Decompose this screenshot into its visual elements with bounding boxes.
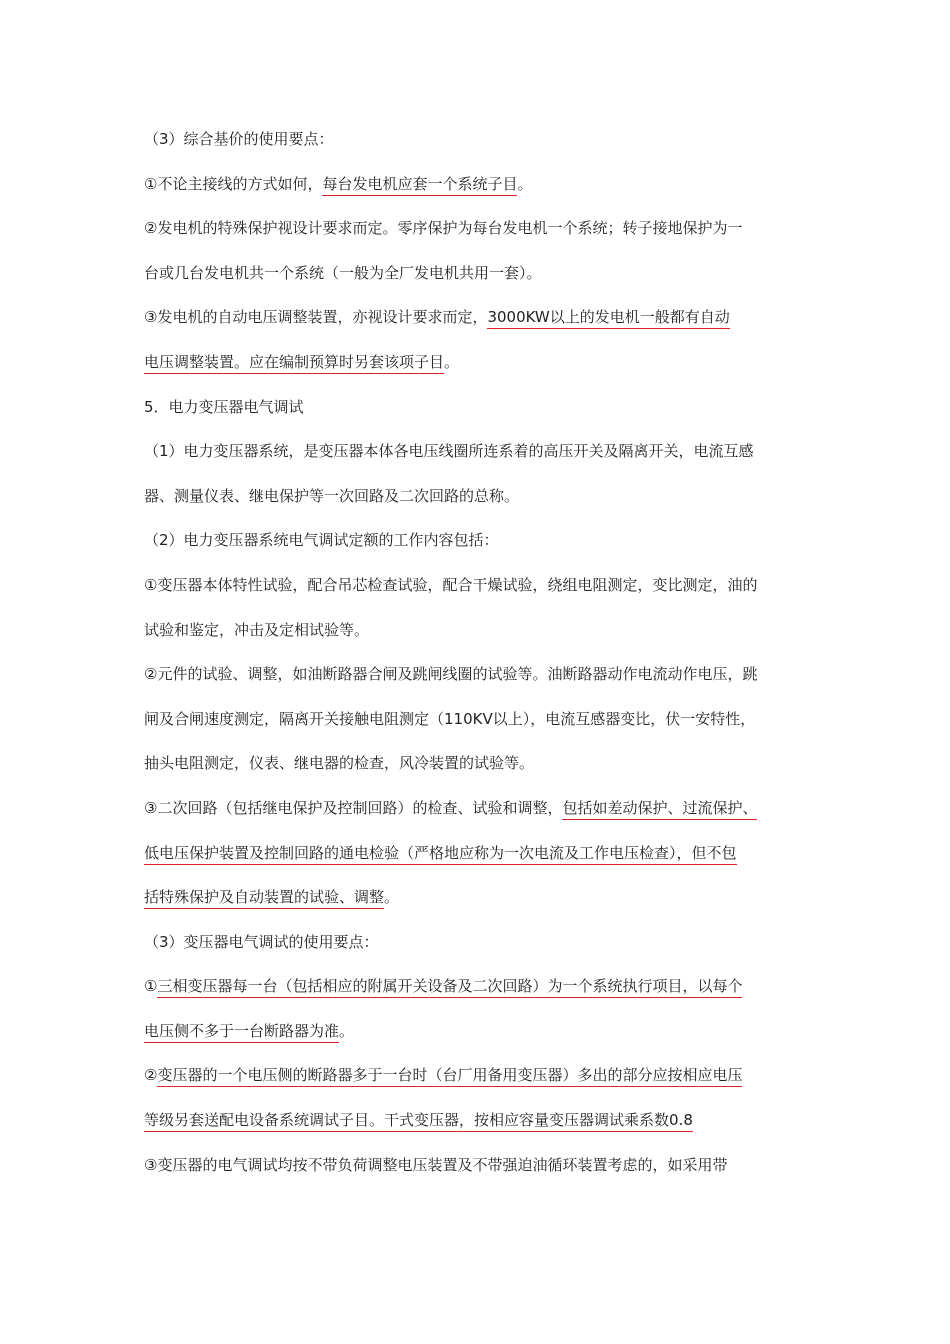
line-text: （3）综合基价的使用要点：	[144, 130, 334, 148]
text-line	[144, 831, 808, 876]
line-text: 闸及合闸速度测定，隔离开关接触电阻测定（110KV以上），电流互感器变比，伏一安特性，	[144, 709, 756, 728]
line-text: ②元件的试验、调整，如油断路器合闸及跳闸线圈的试验等。油断路器动作电流动作电压，跳	[144, 665, 758, 684]
text-line	[144, 786, 808, 831]
text-line	[144, 340, 808, 385]
text-line	[144, 1098, 808, 1143]
underlined-text: 3000KW以上的发电机一般都有自动	[487, 306, 729, 329]
text-line	[144, 1009, 808, 1054]
line-text-suffix: 。	[339, 1021, 355, 1040]
line-text: （2）电力变压器系统电气调试定额的工作内容包括：	[144, 531, 499, 550]
document-body	[144, 117, 808, 1187]
line-text: （1）电力变压器系统，是变压器本体各电压线圈所连系着的高压开关及隔离开关，电流互感	[144, 442, 754, 461]
line-text: ②发电机的特殊保护视设计要求而定。零序保护为每台发电机一个系统；转子接地保护为一	[144, 219, 743, 238]
line-text: ③发电机的自动电压调整装置，亦视设计要求而定，	[144, 308, 488, 327]
underlined-text: 等级另套送配电设备系统调试子目。干式变压器，按相应容量变压器调试乘系数0.8	[144, 1109, 693, 1132]
line-text-suffix: 。	[444, 352, 460, 371]
text-line	[144, 385, 808, 430]
line-text-suffix: 。	[384, 888, 400, 907]
underlined-text: 电压调整装置。应在编制预算时另套该项子目	[144, 351, 444, 374]
text-line	[144, 474, 808, 519]
text-line	[144, 697, 808, 742]
line-text: ③变压器的电气调试均按不带负荷调整电压装置及不带强迫油循环装置考虑的，如采用带	[144, 1155, 728, 1174]
text-line	[144, 518, 808, 563]
line-text-suffix: 。	[517, 174, 533, 193]
line-text: ①不论主接线的方式如何，	[144, 174, 323, 193]
underlined-text: 变压器的一个电压侧的断路器多于一台时（台厂用备用变压器）多出的部分应按相应电压	[157, 1064, 742, 1087]
text-line	[144, 429, 808, 474]
text-line	[144, 964, 808, 1009]
text-line	[144, 295, 808, 340]
text-line	[144, 563, 808, 608]
line-text: ①	[144, 977, 158, 996]
line-text: 器、测量仪表、继电保护等一次回路及二次回路的总称。	[144, 486, 520, 505]
text-line	[144, 1053, 808, 1098]
text-line	[144, 608, 808, 653]
underlined-text: 三相变压器每一台（包括相应的附属开关设备及二次回路）为一个系统执行项目，以每个	[157, 975, 742, 998]
line-text: ③二次回路（包括继电保护及控制回路）的检查、试验和调整，	[144, 798, 563, 817]
text-line	[144, 206, 808, 251]
line-text: 台或几台发电机共一个系统（一般为全厂发电机共用一套）。	[144, 263, 542, 282]
text-line	[144, 875, 808, 920]
text-line	[144, 251, 808, 296]
text-line	[144, 652, 808, 697]
text-line	[144, 162, 808, 207]
line-text: 5．电力变压器电气调试	[144, 397, 304, 416]
line-text: 试验和鉴定，冲击及定相试验等。	[144, 620, 370, 639]
line-text: （3）变压器电气调试的使用要点：	[144, 932, 379, 951]
text-line	[144, 1143, 808, 1188]
underlined-text: 电压侧不多于一台断路器为准	[144, 1020, 339, 1043]
line-text: ①变压器本体特性试验，配合吊芯检查试验，配合干燥试验，绕组电阻测定，变比测定，油的	[144, 575, 758, 594]
underlined-text: 包括如差动保护、过流保护、	[562, 797, 757, 820]
underlined-text: 低电压保护装置及控制回路的通电检验（严格地应称为一次电流及工作电压检查），但不包	[144, 842, 737, 865]
text-line	[144, 920, 808, 965]
line-text: 抽头电阻测定，仪表、继电器的检查，风冷装置的试验等。	[144, 754, 535, 773]
line-text: ②	[144, 1066, 158, 1085]
text-line	[144, 741, 808, 786]
text-line	[144, 117, 808, 162]
underlined-text: 括特殊保护及自动装置的试验、调整	[144, 886, 384, 909]
underlined-text: 每台发电机应套一个系统子目	[322, 173, 517, 196]
